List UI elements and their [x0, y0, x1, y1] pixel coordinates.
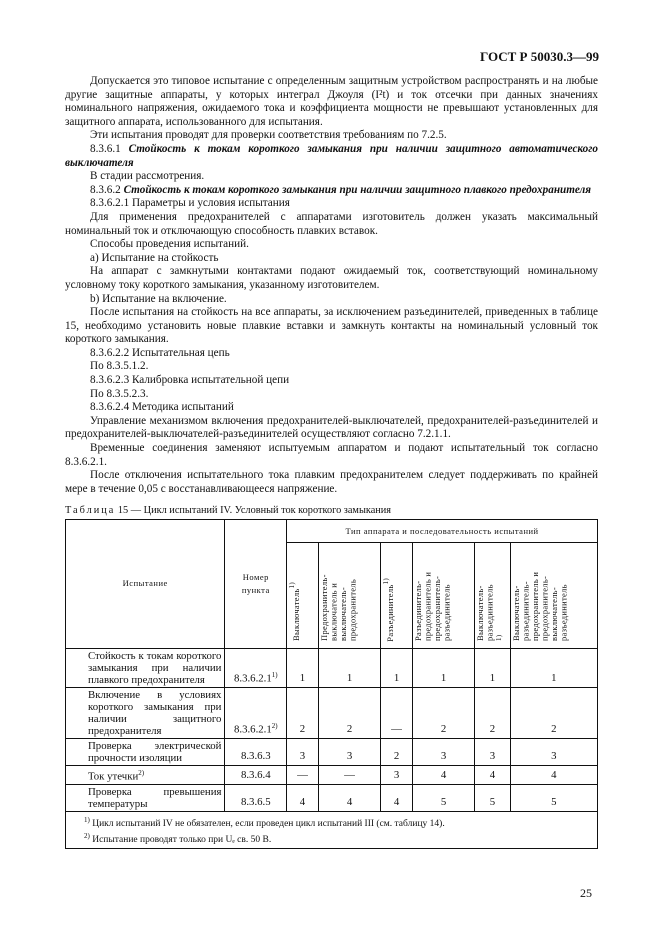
- footnote-mark: 2): [84, 831, 90, 840]
- sequence-cell: 1: [318, 649, 380, 688]
- device-type-label: Разъединитель-предохранитель и предохранитель-разъединитель: [412, 572, 452, 642]
- table-footnotes: [66, 811, 598, 848]
- paragraph: После испытания на стойкость на все аппараты, за исключением разъединителей, приведенных в таблице 15, необходимо установить новые плавкие вставки и замкнуть контакты на номинальный условный ток короткого замыкания.: [65, 306, 598, 346]
- paragraph: Допускается это типовое испытание с определенным защитным устройством распространять и на любые другие защитные аппараты, у которых интеграл Джоуля (I²t) и ток отсечки при данных значениях номинального напряжения, ожидаемого тока и коэффициента мощности не превышают установленных для защитного аппарата, использованного для испытания.: [65, 75, 598, 128]
- clause-cell: [225, 649, 287, 688]
- paragraph: На аппарат с замкнутыми контактами подают ожидаемый ток, соответствующий номинальному условному току короткого замыкания, указанному изготовителем.: [65, 265, 598, 291]
- table-row: [66, 649, 598, 688]
- test-name-cell: [66, 739, 225, 766]
- paragraph: Для применения предохранителей с аппаратами изготовитель должен указать максимальный номинальный ток и отключающую способность плавких вставок.: [65, 210, 598, 237]
- paragraph: a) Испытание на стойкость: [90, 251, 219, 264]
- test-name: Ток утечки: [88, 770, 139, 783]
- footnote-mark: 2): [138, 769, 145, 777]
- device-type-label: Выключатель-разъединитель: [475, 584, 495, 642]
- footnote-text: Испытание проводят только при Uₑ св. 50 В.: [92, 834, 272, 845]
- sequence-cell: 2: [381, 739, 413, 766]
- paragraph: По 8.3.5.1.2.: [90, 360, 149, 373]
- clause-title: Стойкость к токам короткого замыкания при наличии защитного автоматического выключателя: [65, 142, 598, 169]
- sequence-cell: 5: [510, 784, 597, 811]
- sequence-cell: 3: [412, 739, 474, 766]
- footnote-mark: 1): [382, 577, 391, 585]
- footnote-mark: 1): [84, 815, 90, 824]
- footnote-mark: 1): [495, 634, 504, 642]
- sequence-cell: 2: [475, 688, 510, 739]
- paragraph: 8.3.6.2.1 Параметры и условия испытания: [90, 197, 290, 210]
- test-name-cell: [66, 688, 225, 739]
- paragraph: 8.3.6.2.2 Испытательная цепь: [90, 346, 230, 359]
- device-type-header: [318, 543, 380, 649]
- clause-cell: [225, 766, 287, 785]
- device-type-header: [510, 543, 597, 649]
- sequence-cell: 1: [412, 649, 474, 688]
- footnote: [84, 830, 591, 846]
- sequence-cell: 2: [287, 688, 319, 739]
- page-content: [65, 75, 598, 849]
- document-header: ГОСТ Р 50030.3—99: [480, 49, 599, 64]
- sequence-cell: 2: [318, 688, 380, 739]
- table-body: [66, 649, 598, 812]
- test-name-cell: [66, 766, 225, 785]
- sequence-cell: 3: [381, 766, 413, 785]
- paragraph: По 8.3.5.2.3.: [90, 387, 149, 400]
- paragraph: b) Испытание на включение.: [90, 292, 227, 305]
- paragraph: [65, 184, 598, 198]
- paragraph: В стадии рассмотрения.: [90, 170, 205, 183]
- paragraph: 8.3.6.2.3 Калибровка испытательной цепи: [90, 374, 290, 387]
- device-type-header: [475, 543, 510, 649]
- sequence-cell: 3: [510, 739, 597, 766]
- sequence-cell: 3: [287, 739, 319, 766]
- sequence-cell: 4: [412, 766, 474, 785]
- clause-ref: 8.3.6.3: [240, 750, 271, 763]
- sequence-cell: 5: [475, 784, 510, 811]
- device-type-header: [287, 543, 319, 649]
- test-name-cell: [66, 649, 225, 688]
- column-header-device-group: Тип аппарата и последовательность испытаний: [287, 520, 598, 543]
- clause-title: Стойкость к токам короткого замыкания при наличии защитного плавкого предохранителя: [123, 183, 592, 196]
- test-name: Проверка превышения температуры: [88, 785, 222, 810]
- table-caption-text: 15 — Цикл испытаний IV. Условный ток короткого замыкания: [117, 505, 392, 517]
- table-row: [66, 766, 598, 785]
- clause-number: 8.3.6.1: [90, 142, 121, 155]
- page-number: 25: [580, 886, 592, 900]
- table-row: [66, 688, 598, 739]
- paragraph: После отключения испытательного тока плавким предохранителем следует поддерживать по крайней мере в течение 0,05 с восстанавливающееся напряжение.: [65, 469, 598, 495]
- test-cycle-table: [65, 519, 598, 849]
- table-row: [66, 784, 598, 811]
- clause-ref: 8.3.6.2.1: [233, 723, 272, 736]
- paragraph: Временные соединения заменяют испытуемым аппаратом и подают испытательный ток согласно 8.3.6.2.1.: [65, 442, 598, 468]
- sequence-cell: 4: [381, 784, 413, 811]
- device-type-label: Выключатель: [290, 588, 301, 642]
- test-name: Включение в условиях короткого замыкания при наличии защитного предохранителя: [88, 689, 222, 737]
- table-caption-label: Таблица: [65, 505, 116, 517]
- sequence-cell: —: [318, 766, 380, 785]
- sequence-cell: 4: [475, 766, 510, 785]
- sequence-cell: 2: [510, 688, 597, 739]
- sequence-cell: 4: [318, 784, 380, 811]
- clause-ref: 8.3.6.4: [240, 769, 271, 781]
- sequence-cell: 4: [510, 766, 597, 785]
- sequence-cell: 1: [287, 649, 319, 688]
- clause-cell: [225, 784, 287, 811]
- body-text: [65, 75, 598, 496]
- test-name-cell: [66, 784, 225, 811]
- sequence-cell: 3: [475, 739, 510, 766]
- device-type-label: Разъединитель: [385, 584, 396, 642]
- column-header-test: Испытание: [66, 520, 225, 649]
- sequence-cell: 3: [318, 739, 380, 766]
- sequence-cell: 1: [381, 649, 413, 688]
- paragraph: [65, 143, 598, 170]
- clause-ref: 8.3.6.2.1: [233, 672, 272, 685]
- footnote-text: Цикл испытаний IV не обязателен, если проведен цикл испытаний III (см. таблицу 14).: [92, 818, 445, 829]
- footnote-mark: 1): [271, 670, 278, 679]
- table-row: [66, 739, 598, 766]
- sequence-cell: 4: [287, 784, 319, 811]
- device-type-header: [412, 543, 474, 649]
- footnote-mark: 1): [288, 582, 297, 589]
- footnote: [84, 814, 591, 830]
- paragraph: Управление механизмом включения предохранителей-выключателей, предохранителей-разъединителей и предохранителей-выключателей-разъединителей осуществляют согласно 7.2.1.1.: [65, 414, 598, 441]
- clause-number: 8.3.6.2: [90, 183, 121, 196]
- clause-cell: [225, 688, 287, 739]
- test-name: Стойкость к токам короткого замыкания при наличии плавкого предохранителя: [88, 650, 222, 686]
- clause-ref: 8.3.6.5: [240, 796, 271, 808]
- sequence-cell: —: [287, 766, 319, 785]
- clause-cell: [225, 739, 287, 766]
- paragraph: 8.3.6.2.4 Методика испытаний: [90, 401, 234, 414]
- sequence-cell: 5: [412, 784, 474, 811]
- device-type-label: Предохранитель-выключатель и выключатель-предохранитель: [318, 574, 358, 642]
- test-name: Проверка электрической прочности изоляции: [88, 740, 222, 764]
- paragraph: Способы проведения испытаний.: [90, 238, 249, 251]
- paragraph: Эти испытания проводят для проверки соответствия требованиям по 7.2.5.: [90, 129, 447, 142]
- table-caption: [65, 505, 598, 517]
- sequence-cell: —: [381, 688, 413, 739]
- sequence-cell: 1: [475, 649, 510, 688]
- column-header-clause: Номер пункта: [225, 520, 287, 649]
- device-type-label: Выключатель-разъединитель-предохранитель и предохранитель-выключатель-разъединитель: [510, 572, 569, 642]
- sequence-cell: 2: [412, 688, 474, 739]
- device-type-header: [381, 543, 413, 649]
- sequence-cell: 1: [510, 649, 597, 688]
- footnote-mark: 2): [271, 721, 278, 730]
